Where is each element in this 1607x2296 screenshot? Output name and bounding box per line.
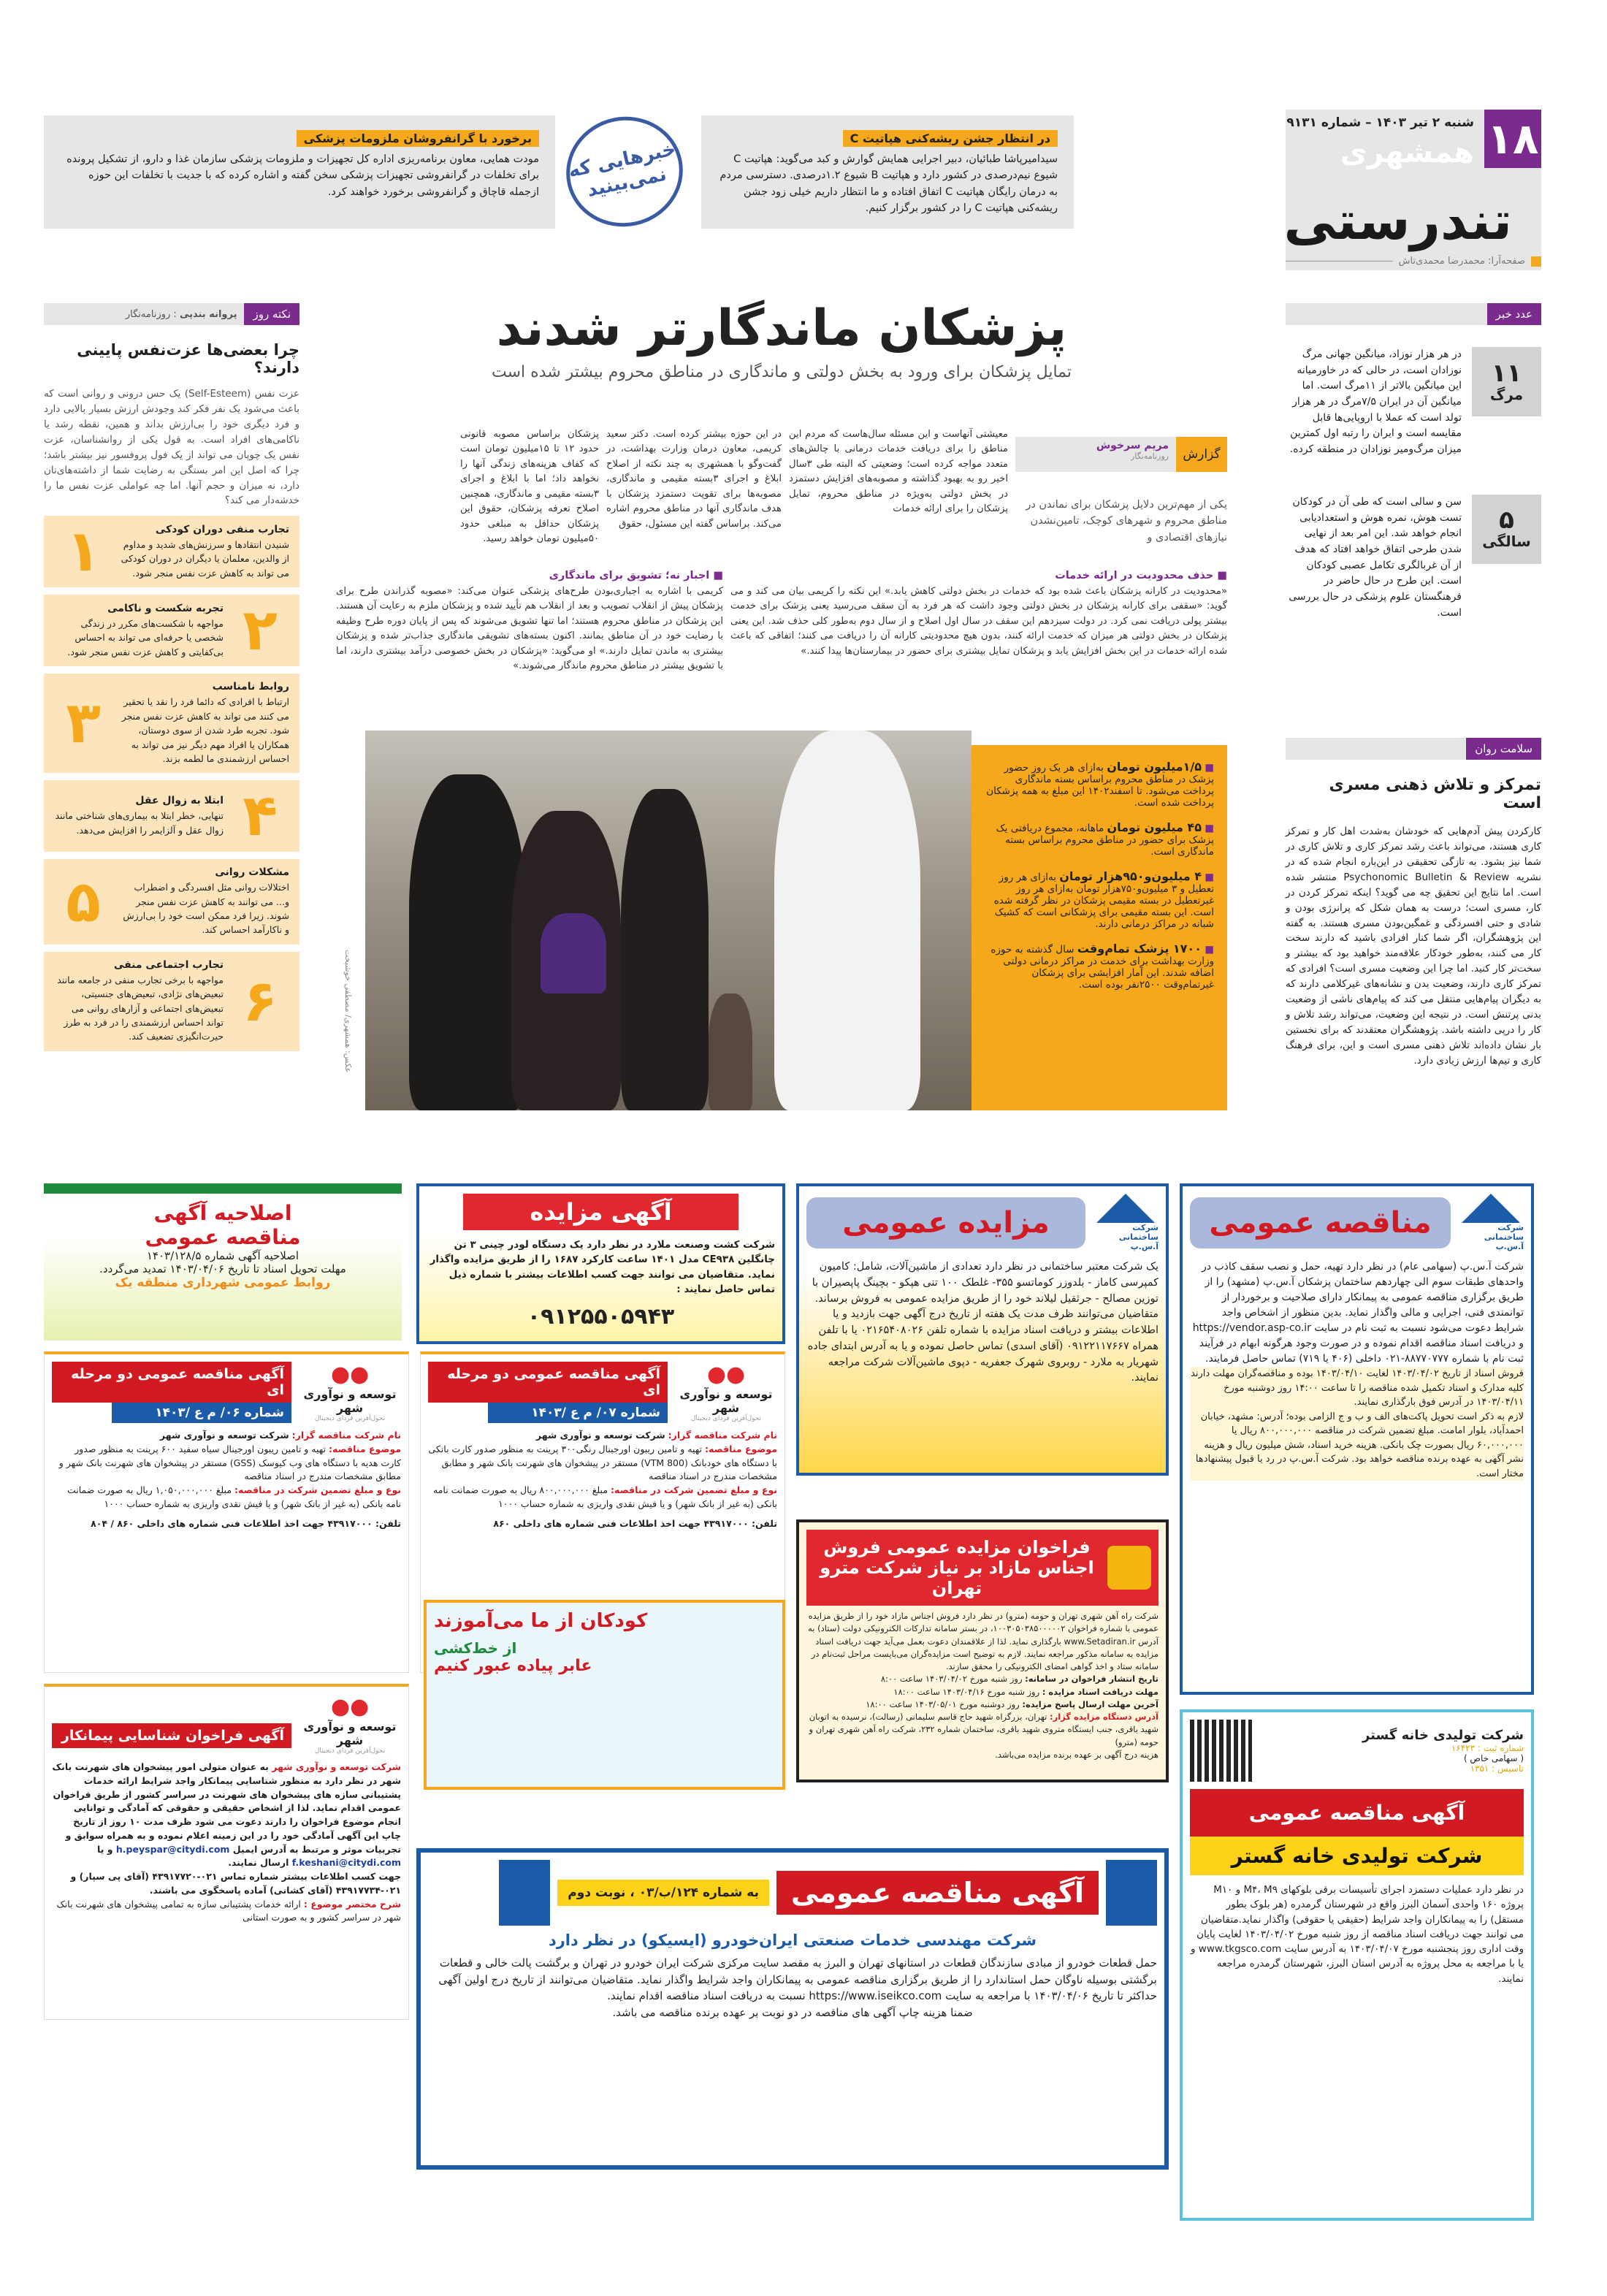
ad-metro-auction: فراخوان مزایده عمومی فروش اجناس مازاد بر نیاز شرکت مترو تهران شرکت راه آهن شهری تهران و حومه (مترو) در نظر دارد فروش اجناس مازاد خود را از طریق مزایده عمومی با شماره فراخوان ۱۰۰۳۰۵۰۳۸۵۰۰۰۰۰۲، در بستر سامانه تدارکات الکترونیکی دولت (ستاد) به آدرس www.Setadiran.ir بارگذاری نماید. لذا از علاقمندان دعوت بعمل می‌آید جهت دریافت اسناد مزایده به سامانه مذکور مراجعه نمایند. لازم به توضیح است مزایده‌گران می‌بایست مراحل ثبت‌نام در سامانه ستاد و اخذ گواهی امضای الکترونیکی را محقق سازند. تاریخ انتشار فراخوان در سامانه: روز شنبه مورخ ۱۴۰۳/۰۴/۰۲ ساعت ۸:۰۰ مهلت دریافت اسناد مزایده : روز شنبه مورخ ۱۴۰۳/۰۴/۱۶ ساعت ۱۸:۰۰ آخرین مهلت ارسال پاسخ مزایده: روز دوشنبه مورخ ۱۴۰۳/۰۵/۰۱ ساعت ۱۸:۰۰ آدرس دستگاه مزایده گزار: تهران، بزرگراه شهید حاج قاسم سلیمانی (رسالت)، نرسیده به اتوبان شهید باقری، جنب ایستگاه متروی شهید باقری، ساختمان شماره ۲۳۲، شرکت راه آهن شهری تهران و حومه (مترو) هزینه درج آگهی بر عهده برنده مزایده می‌باشد. [796,1519,1169,1782]
number-news [1286,303,1541,621]
irankhodro-logo-icon [1106,1860,1157,1926]
asp-logo-icon: شرکت ساختمانی آ.س.پ [1093,1194,1159,1252]
reason-item: روابط نامناسب ارتباط با افرادی که دائما فرد را نقد یا تحقیر می کنند می تواند به کاهش عزت نفس منجر شود. تجربه طرد شدن از سوی دوستان، همکاران یا افراد مهم دیگر نیز می تواند به احساس ارزشمندی ما لطمه بزند. ۳ [44,674,299,773]
ad-kids-safety: کودکان از ما می‌آموزند از خط‌کشی عابر پیاده عبور کنیم [424,1600,785,1790]
newspaper-logo: همشهری [1340,136,1474,169]
number-item: ۱۱ مرگ در هر هزار نوزاد، میانگین جهانی مرگ نوزادان است، در حالی که در خاورمیانه این میانگین بالاتر از ۱۱مرگ است. اما میانگین آن در ایران ۷/۵مرگ در هر هزار تولد است که عملا با اروپایی‌ها قابل مقایسه است و ایران را رتبه اول کمترین میزان مرگ‌ومیر نوزادان در منطقه کرده. [1286,347,1541,458]
ad-iseikco: آگهی مناقصه عمومی به شماره ۱۲۴/ب/۰۳ ، نوبت دوم شرکت مهندسی خدمات صنعتی ایران‌خودرو (ایسیکو) در نظر دارد حمل قطعات خودرو از مبادی سازندگان قطعات در استانهای تهران و البرز به مقصد سایت مرکزی شرکت ایران خودرو در تهران و برگشت پالت خالی و قطعات برگشتی بوسیله ناوگان حمل استاندارد را از طریق برگزاری مناقصه عمومی به پیمانکاران واجد شرایط واگذار نماید. متقاضیان می‌توانند از تاریخ درج اولین آگهی حداکثر تا تاریخ ۱۴۰۳/۰۴/۰۶ با مراجعه به سایت https://www.iseikco.com نسبت به دریافت اسناد مناقصه اقدام نمایند. ضمنا هزینه چاپ آگهی های مناقصه در دو نوبت بر عهده برنده مناقصه می باشد. [416,1848,1169,2170]
section-header: سلامت روان [1286,738,1541,760]
article-column: معیشتی آنهاست و این مسئله سال‌هاست که مردم این مناطق را برای دریافت خدمات درمانی با چالش‌های متعدد مواجه کرده است؛ وضعیتی که البته طی ۳سال اخیر رو به بهبود گذاشته و مصوبه‌های افزایش دستمزد در بخش دولتی به‌ویژه در مناطق محروم، تمایل پزشکان را برای ارائه خدمات [789,429,1008,515]
ad-khane-gostar: شرکت تولیدی خانه گستر شماره ثبت : ۱۶۴۲۳ ( سهامی خاص ) تاسیس : ۱۳۵۱ آگهی مناقصه عمومی شرکت تولیدی خانه گستر در نظر دارد عملیات دستمزد اجرای تأسیسات برقی بلوکهای M۴، M۹ و M۱۰ پروژه ۱۶۰ واحدی آسمان البرز واقع در شهرستان گرمدره (هر بلوک بطور مستقل) را به پیمانکاران واجد شرایط (حقیقی یا حقوقی) واگذار نماید.متقاضیان می توانند جهت دریافت اسناد مناقصه از روز شنبه مورخ ۱۴۰۳/۰۴/۰۲ لغایت پایان وقت اداری روز پنجشنبه مورخ ۱۴۰۳/۰۴/۰۷ به آدرس سایت www.tkgsco.com و یا با مراجعه به محل پروژه به آدرس استان البرز، شهرستان گرمدره مراجعه نمایند. [1180,1709,1534,2221]
stat-item: ■ ۱/۵میلیون تومان به‌ازای هر یک روز حضور پزشک در مناطق محروم براساس بسته ماندگاری پرداخت می‌شود. تا اسفند۱۴۰۲ این مبلغ به همه پزشکان پرداخت شده است. [985,760,1214,809]
page-number: ۱۸ [1484,110,1541,168]
main-headline-block [329,300,1234,381]
tn-logo: ●● توسعه و نوآوری شهر تحول‌آفرین فردای دیجیتال [303,1362,397,1422]
tip-of-day [44,303,299,1051]
tn-logo-icon: ●● [330,1694,370,1720]
ad-tender-07: ●● توسعه و نوآوری شهر تحول‌آفرین فردای دیجیتال آگهی مناقصه عمومی دو مرحله ای شماره ۰۷/ م ع /۱۴۰۳ نام شرکت مناقصه گزار: شرکت توسعه و نوآوری شهر موضوع مناقصه: تهیه و تامین ریبون اورجینال رنگی۳۰۰ پرینت به منظور صدور کارت بانکی با دستگاه های خودبانک (VTM 800) مستقر در پیشخوان های شهرنت بانک شهر و مطابق مشخصات مندرج در اسناد مناقصه نوع و مبلغ تضمین شرکت در مناقصه: مبلغ ۸۰۰,۰۰۰,۰۰۰ ریال به صورت ضمانت نامه بانکی (به غیر از بانک شهر) و یا فیش نقدی واریزی به شماره حساب ۱۰۰۰ تلفن: ۴۳۹۱۷۰۰۰ جهت اخذ اطلاعات فنی شماره های داخلی ۸۶۰ [420,1351,785,1673]
number-box: ۵ سالگی [1472,495,1541,564]
brief-body: سیدامیرپاشا طبائیان، دبیر اجرایی همایش گوارش و کبد می‌گوید: هپاتیت C شیوع نیم‌درصدی در کشور دارد و هپاتیت B شیوع ۱.۲درصدی. دسترسی مردم به درمان رایگان هپاتیت C اتفاق افتاده و ما انتظار داریم خیلی زود جشن ریشه‌کنی هپاتیت C را در کشور برگزار کنیم. [719,153,1058,215]
brief-title: در انتظار جشن ریشه‌کنی هپاتیت C [843,130,1058,147]
stat-item: ■ ۴۵ میلیون تومان ماهانه، مجموع دریافتی یک پزشک برای حضور در مناطق محروم براساس بسته ماندگاری است. [985,820,1214,858]
stat-item: ■ ۴ میلیون‌و۹۵۰هزار تومان به‌ازای هر روز تعطیل و ۳ میلیون‌و۷۵۰هزار تومان به‌ازای هر روز غیرتعطیل در بسته مقیمی پزشکان در نظر گرفته شده است. این بسته مقیمی برای پزشکانی است که کشیک شبانه در مراکز درمانی دارند. [985,869,1214,930]
article-title: چرا بعضی‌ها عزت‌نفس پایینی دارند؟ [77,341,299,376]
section-title: تندرستی [1283,190,1512,251]
reason-item: مشکلات روانی اختلالات روانی مثل افسردگی و اضطراب و... می توانند به کاهش عزت نفس منجر شوند. زیرا فرد ممکن است خود را بی‌ارزش و ناکارآمد احساس کند. ۵ [44,859,299,945]
ad-tender-06: ●● توسعه و نوآوری شهر تحول‌آفرین فردای دیجیتال آگهی مناقصه عمومی دو مرحله ای شماره ۰۶/ م ع /۱۴۰۳ نام شرکت مناقصه گزار: شرکت توسعه و نوآوری شهر موضوع مناقصه: تهیه و تامین ریبون اورجینال سیاه سفید ۶۰۰ پرینت به منظور صدور کارت هدیه با دستگاه های وب کیوسک (GSS) مستقر در پیشخوان های شهرنت بانک شهر و مطابق مشخصات مندرج در اسناد مناقصه نوع و مبلغ تضمین شرکت در مناقصه: مبلغ ۱,۰۵۰,۰۰۰,۰۰۰ ریال به صورت ضمانت نامه بانکی (به غیر از بانک شهر) و یا فیش نقدی واریزی به شماره حساب ۱۰۰۰ تلفن: ۴۳۹۱۷۰۰۰ جهت اخذ اطلاعات فنی شماره های داخلی ۸۶۰ / ۸۰۴ [44,1351,409,1673]
article-section: ■ اجبار نه؛ تشویق برای ماندگاری کریمی با اشاره به اجباری‌بودن طرح‌های پزشکی عنوان می‌کند: «مصوبه گذراندن طرح برای پزشکان پیش از انقلاب تصویب و بعد از انقلاب هم تأیید شده و پزشکان ملزم به رعایت آن هستند. این پزشکان در مناطق محروم هستند؛ اما تنها تشویق می‌شوند که پس از پایان دوره طرح وظیفه با رضایت خود در آن مناطق بمانند. اکنون بسته‌های تشویقی ماندگاری جذاب‌تر شده و پزشکان بیشتری به ماندن تمایل دارند.» او می‌گوید: «پزشکان در بخش خصوصی درآمد بیشتری دارند، اما با تشویق بیشتر در مناطق محروم ماندگار می‌شوند.» [336,570,723,674]
qr-code-icon [1190,1720,1252,1782]
section-header: نکته روز پروانه بندپی : روزنامه‌نگار [44,303,299,325]
number-item: ۵ سالگی سن و سالی است که طی آن در کودکان تست هوش، نمره هوش و استعدادیابی انجام خواهد شد. این امر بعد از نهایی شدن طرحی اتفاق خواهد افتاد که هدف از آن غربالگری تکامل عصبی کودکان است. این طرح در حال حاضر در فرهنگستان علوم پزشکی در حال بررسی است. [1286,495,1541,622]
tn-logo: ●● توسعه و نوآوری شهر تحول‌آفرین فردای دیجیتال [303,1694,397,1755]
ad-asp-auction: شرکت ساختمانی آ.س.پ مزایده عمومی یک شرکت معتبر ساختمانی در نظر دارد تعدادی از ماشین‌آلات، شامل: کامیون کمپرسی کاماز - بلدوزر کوماتسو ۳۵۵- غلطک ۱۰۰ تنی هپکو - بچینگ پاپصیران با توزین مصالح - جرثقیل لیلاند خود را از طریق مزایده عمومی به فروش برساند. متقاضیان می‌توانند ظرف مدت یک هفته از تاریخ درج آگهی جهت بازدید و یا اطلاعات بیشتر و دریافت اسناد مزایده با شماره تلفن ۰۲۱۶۵۴۰۸۰۲۶ یا با تلفن همراه ۰۹۱۲۲۱۱۷۶۶۷ (آقای اسدی) تماس حاصل نموده و یا به آدرس ابتدای جاده شهریار به ملارد - روبروی شهرک جعفریه - دپوی ماشین‌آلات شرکت مراجعه نمایند. [796,1183,1169,1476]
metro-logo-icon [1107,1546,1151,1590]
tn-logo-icon: ●● [330,1362,370,1387]
article-photo [365,731,972,1110]
number-box: ۱۱ مرگ [1472,347,1541,416]
article-column: پزشکان براساس مصوبه قانونی حدود ۱۲ تا ۱۵میلیون تومان است که کفاف هزینه‌های زندگی آنها را نخواهد داد؛ اما با ابلاغ و اجرای ۳بسته مقیمی و ماندگاری، همچنین اصلاح تعرفه پزشکان، حقوق این پزشکان حداقل به مبلغی حدود ۵۰میلیون تومان خواهد رسید. [460,429,600,545]
article-title: تمرکز و تلاش ذهنی مسری است [1329,776,1541,812]
divider [1286,261,1393,262]
article-body: کارکردن پیش آدم‌هایی که خودشان به‌شدت اهل کار و تمرکز کاری هستند، می‌تواند باعث رشد تمرکز کاری و تلاش کاری در شما نیز بشود. به تازگی تحقیقی در این‌باره انجام شده که در نشریه Psychonomic Bulletin & Review منتشر شده است. اما نتایج این تحقیق چه می گوید؟ اینکه تمرکز کردن در کار، مسری است؛ درست به همان شکل که پرانرژی بودن و شادی و حتی افسردگی و غمگین‌بودن مسری هستند. به گفته این پژوهشگران، اگر شما کنار افرادی باشید که دارند سخت کار می کنند، به‌طور خودکار علاقه‌مند خواهید بود که بیشتر و سخت‌تر کار کنید. اما چرا این وضعیت مسری است؟ افرادی که تمرکز کاری دارند، وضعیت بدن و نشانه‌های غیرکلامی دارند که به دیگران پیام‌هایی منتقل می کند که پیام‌های ناشی از وضعیت بدنی پرتنش است. در نتیجه این وضعیت، می‌تواند رشد تلاش و کار را درپی داشته باشد. پژوهشگران معتقدند که برای نخستین بار نشان داده‌اند تلاش ذهنی مسری است و این، برای فرهنگ کاری و تیم‌ها ارزش زیادی دارد. [1286,825,1541,1067]
main-subheadline: تمایل پزشکان برای ورود به بخش دولتی و ماندگاری در مناطق محروم بیشتر شده است [492,363,1072,381]
masthead [1283,110,1541,270]
section-header: عدد خبر [1286,303,1541,325]
ad-asp-tender: شرکت ساختمانی آ.س.پ مناقصه عمومی شرکت آ.س.پ (سهامی عام) در نظر دارد تهیه، حمل و نصب سقف کاذب در واحدهای طبقات سوم الی چهاردهم ساختمان پزشکان آ.س.پ (مشهد) را از طریق برگزاری مناقصه عمومی به پیمانکار دارای صلاحیت و برخوردار از توانمندی فنی، اجرایی و مالی واگذار نماید. بدین منظور از اشخاص واجد شرایط دعوت می‌شود نسبت به ثبت نام در سایت https://vendor.asp-co.ir و دریافت اسناد مناقصه اقدام نموده و در صورت وجود هرگونه ابهام در فرآیند ثبت نام با شماره ۸۸۷۷۰۷۷۷-۰۲۱ داخلی (۴۰۶ یا ۷۱۹) تماس حاصل فرمایند. فروش اسناد از تاریخ ۱۴۰۳/۰۴/۰۲ لغایت ۱۴۰۳/۰۴/۱۰ بوده و مناقصه‌گران مهلت دارند کلیه مدارک و اسناد تکمیل شده مناقصه را تا ساعت ۱۴:۰۰ روز دوشنبه مورخ ۱۴۰۳/۰۴/۱۱ در آدرس فوق بارگذاری نمایند. لازم به ذکر است تحویل پاکت‌های الف و ب و ج الزامی بوده؛ آدرس: مشهد، خیابان احمدآباد، بلوار امامت. مبلغ تضمین شرکت در مناقصه ۸۰۰,۰۰۰,۰۰۰ ریال یا ۶۰,۰۰۰,۰۰۰ ریال بصورت چک بانکی. هزینه خرید اسناد، شش میلیون ریال و هزینه نشر آگهی به عهده برنده مناقصه خواهد بود. شرکت آ.س.پ در رد یا قبول پیشنهادها مختار است. [1180,1183,1534,1695]
reason-item: ۴ ابتلا به زوال عقل تنهایی، خطر ابتلا به بیماری‌های شناختی مانند زوال عقل و آلزایمر را افزایش می‌دهد. [44,780,299,852]
main-headline: پزشکان ماندگارتر شدند [496,300,1067,357]
ad-contractor-call: ●● توسعه و نوآوری شهر تحول‌آفرین فردای دیجیتال آگهی فراخوان شناسایی پیمانکار شرکت توسعه و نوآوری شهر به عنوان متولی امور پیشخوان های شهرنت بانک شهر در نظر دارد به منظور شناسایی پیمانکار واجد شرایط ارائه خدمات پشتیبانی سازه های پیشخوان های شهرنت در سراسر کشور از طریق فراخوان عمومی اقدام نماید. لذا از اشخاص حقیقی و حقوقی که آمادگی و توانایی انجام موضوع فراخوان را دارند دعوت می شود ظرف مدت ۱۰ روز از تاریخ چاپ این آگهی آمادگی خود را در این زمینه اعلام نموده و به همراه سوابق و تجربیات موثر و مرتبط به آدرس ایمیل h.peyspar@citydi.com و یا f.keshani@citydi.com ارسال نمایند. جهت کسب اطلاعات بیشتر شماره تماس ۰۲۱-۴۳۹۱۷۷۲۰ (آقای پی سپار) و ۰۲۱-۴۳۹۱۷۷۳۴ (آقای کشانی) آماده پاسخگوی می باشند. شرح مختصر موضوع : ارائه خدمات پشتیبانی سازه به تمامی پیشخوان های شهرنت بانک شهر در سراسر کشور و به صورت استانی [44,1684,409,2020]
tn-logo-icon: ●● [706,1362,746,1387]
tn-logo: ●● توسعه و نوآوری شهر تحول‌آفرین فردای دیجیتال [679,1362,773,1422]
page-designer: صفحه‌آرا: محمدرضا محمدی‌تاش [1286,256,1541,267]
reason-item: ۶ تجارب اجتماعی منفی مواجهه با برخی تجارب منفی در جامعه مانند تبعیض‌های نژادی، تبعیض‌های جنسیتی، تبعیض‌های اجتماعی و آزارهای روانی می تواند احساس ارزشمندی را در فرد به طرز حیرت‌انگیزی تضعیف کند. [44,952,299,1051]
stat-item: ■ ۱۷۰۰ پزشک تمام‌وقت سال گذشته به حوزه وزارت بهداشت برای خدمت در مراکز درمانی دولتی اضافه شدند. این آمار افزایشی برای پزشکان غیرتمام‌وقت ۲۵۰۰نفر بوده است. [985,942,1214,991]
brief-title: برخورد با گرانفروشان ملزومات پزشکی [297,130,539,147]
iseikco-logo-icon [499,1860,550,1926]
mental-health-column [1286,738,1541,1069]
article-column: در این حوزه بیشتر کرده است. دکتر سعید کریمی، معاون درمان وزارت بهداشت، در گفت‌وگو با همشهری به چند نکته از اصلاح ابلاغ و اجرای ۳بسته مقیمی و ماندگاری، مصوبه‌ها برای تقویت دستمزد پزشکان با هدف ماندگاری آنها در مناطق محروم اشاره می‌کند. براساس گفته این مسئول، حقوق [606,429,782,530]
stats-box [972,745,1227,1110]
stamp-badge: خبرهایی که نمی‌بینید [556,106,693,237]
article-lead: یکی از مهم‌ترین دلایل پزشکان برای نماندن در مناطق محروم و شهرهای کوچک، تامین‌نشدن نیازهای اقتصادی و [1026,499,1227,544]
photo-credit: عکس: همشهری/ مصطفی خوشبخت [343,950,353,1073]
ad-loader-auction: آگهی مزایده شرکت کشت وصنعت ملارد در نظر دارد یک دستگاه لودر چینی ۳ تن چانگلین CE۹۳۸ مدل ۱۴۰۱ ساعت کارکرد ۱۶۸۷ را از طریق مزایده واگذار نماید. متقاضیان می توانند جهت کسب اطلاعات بیشتر با شماره ذیل تماس حاصل نمایند : ۰۹۱۲۵۵۰۵۹۴۳ [416,1183,785,1344]
brief-body: مودت همایی، معاون برنامه‌ریزی اداره کل تجهیزات و ملزومات پزشکی سازمان غذا و دارو، از تشکیل پرونده برای تخلفات در گرانفروشی تجهیزات پزشکی سخن گفته و اشاره کرده که با جدیت با تخلفات این حوزه ازجمله قاچاق و گرانفروشی برخورد خواهند کرد. [66,153,539,198]
reason-item: ۲ تجربه شکست و ناکامی مواجهه با شکست‌های مکرر در زندگی شخصی یا حرفه‌ای می تواند به احساس بی‌کفایتی و کاهش عزت نفس منجر شود. [44,595,299,666]
phone-number: ۰۹۱۲۵۵۰۵۹۴۳ [527,1304,675,1330]
square-bullet-icon [1531,256,1541,267]
brief-equipment [44,115,555,229]
ad-municipality: اصلاحیه آگهی مناقصه عمومی اصلاحیه آگهی شماره ۱۴۰۳/۱۲۸/۵ مهلت تحویل اسناد تا تاریخ ۱۴۰۳/۰۴/۰۶ تمدید می‌گردد. روابط عمومی شهرداری منطقه یک [44,1183,402,1340]
brief-hepatitis [701,115,1074,229]
article-intro: عزت نفس (Self-Esteem) یک حس درونی و روانی است که باعث می‌شود یک نفر فکر کند وجودش ارزش بسیار بالایی دارد و فرد دیگری خود را بی‌ارزش بداند و همین، نقطه رشد یا ناکامی‌های افراد است. به قول یکی از روانشناسان، عزت نفس یک چوپان می تواند از یک فول پروفسور نیز بیشتر باشد؛ چرا که اصل این امر بستگی به رضایت شما از داشته‌های‌تان دارد، نه میزان و حجم آنها. اما چه عواملی عزت نفس ما را خدشه‌دار می کند؟ [44,388,299,507]
reason-item: تجارب منفی دوران کودکی شنیدن انتقادها و سرزنش‌های شدید و مداوم از والدین، معلمان یا دیگران در دوران کودکی می تواند به کاهش عزت نفس منجر شود. ۱ [44,516,299,587]
asp-logo-icon: شرکت ساختمانی آ.س.پ [1458,1194,1524,1252]
dateline: شنبه ۲ تیر ۱۴۰۳ – شماره ۹۱۳۱ [1286,115,1474,130]
article-section: ■ حذف محدودیت در ارائه خدمات «محدودیت در کارانه پزشکان باعث شده بود که خدمات در بخش دولتی کاهش یابد.» این نکته را کریمی بیان می کند و می گوید: «سقفی برای کارانه پزشکان در بخش دولتی وجود داشت که هر فرد به آن سقف می‌رسید یعنی پزشک برای خدمت بیشتر پولی دریافت نمی کرد. در دولت سیزدهم این سقف در سال اول اصلاح و از سال دوم به‌طور کلی حذف شد. این یعنی پزشکان در بخش دولتی هر میزان که خدمت ارائه کنند، بدون هیچ محدودیتی کارانه آن را دریافت می کنند؛ اتفاقی که باعث شده ارائه خدمات در این بخش افزایش یابد و پزشکان تمایل بیشتری برای حضور در بیمارستان‌ها پیدا کنند.» [730,570,1227,659]
byline: گزارش مریم سرخوش روزنامه‌نگار [1015,437,1227,472]
